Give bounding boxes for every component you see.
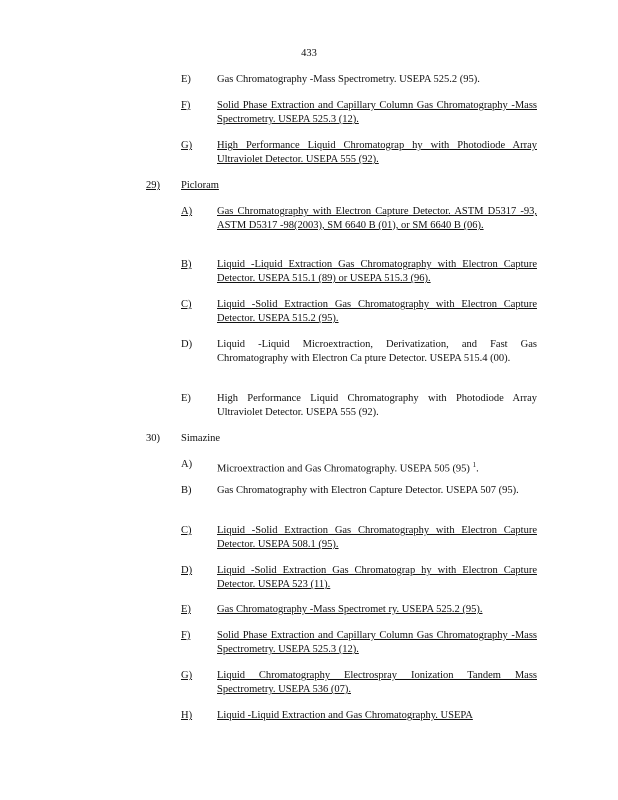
- list-item: [181, 669, 541, 697]
- list-item: [181, 629, 541, 657]
- item-letter: H): [181, 710, 193, 721]
- list-item: [181, 458, 541, 477]
- section-name: Simazine: [181, 433, 221, 444]
- item-text-body: Microextraction and Gas Chromatography. USEPA 505 (95): [217, 463, 470, 475]
- section-number: 30): [146, 433, 160, 444]
- item-text: High Performance Liquid Chromatograp hy with Photodiode Array Ultraviolet Detector. USEPA 555 (92).: [217, 140, 537, 165]
- list-item: [181, 139, 541, 167]
- item-text: Liquid -Solid Extraction Gas Chromatography with Electron Capture Detector. USEPA 515.2 (95).: [217, 299, 537, 324]
- list-item: [181, 258, 541, 286]
- item-text: Liquid -Liquid Extraction Gas Chromatography with Electron Capture Detector. USEPA 515.1 (89) or USEPA 515.3 (96).: [217, 259, 537, 284]
- footnote-marker: 1: [472, 461, 477, 469]
- item-letter: C): [181, 299, 192, 310]
- item-text: Liquid -Solid Extraction Gas Chromatography with Electron Capture Detector. USEPA 508.1 (95).: [217, 525, 537, 550]
- list-item: [181, 99, 541, 127]
- item-text: Liquid -Liquid Microextraction, Derivatization, and Fast Gas Chromatography with Electron Ca pture Detector. USEPA 515.4 (00).: [217, 339, 537, 364]
- item-letter: E): [181, 74, 191, 85]
- item-letter: D): [181, 339, 193, 350]
- item-letter: F): [181, 100, 191, 111]
- item-text: Solid Phase Extraction and Capillary Column Gas Chromatography -Mass Spectrometry. USEPA 525.3 (12).: [217, 100, 537, 125]
- item-text-tail: .: [476, 463, 479, 475]
- item-text: Gas Chromatography with Electron Capture Detector. ASTM D5317 -93, ASTM D5317 -98(2003), SM 6640 B (01), or SM 6640 B (06).: [217, 206, 537, 231]
- item-text: Liquid Chromatography Electrospray Ionization Tandem Mass Spectrometry. USEPA 536 (07).: [217, 670, 537, 695]
- list-item: [181, 603, 541, 617]
- item-text: Solid Phase Extraction and Capillary Column Gas Chromatography -Mass Spectrometry. USEPA 525.3 (12).: [217, 630, 537, 655]
- item-letter: E): [181, 393, 191, 404]
- item-text: Liquid -Solid Extraction Gas Chromatograp hy with Electron Capture Detector. USEPA 523 (11).: [217, 565, 537, 590]
- item-letter: B): [181, 485, 192, 496]
- item-letter: B): [181, 259, 192, 270]
- item-text: Liquid -Liquid Extraction and Gas Chromatography. USEPA: [217, 710, 473, 721]
- item-text: Gas Chromatography -Mass Spectrometry. USEPA 525.2 (95).: [217, 74, 480, 85]
- list-item: [181, 564, 541, 592]
- item-letter: E): [181, 604, 191, 615]
- item-letter: A): [181, 459, 193, 470]
- item-text: High Performance Liquid Chromatography with Photodiode Array Ultraviolet Detector. USEPA 555 (92).: [217, 393, 537, 418]
- list-item: [181, 205, 541, 233]
- item-letter: G): [181, 670, 193, 681]
- item-text: [217, 458, 537, 477]
- list-item: [181, 484, 541, 498]
- list-item: [181, 338, 541, 366]
- page-number: 433: [301, 48, 317, 59]
- list-item: [181, 298, 541, 326]
- section-number: 29): [146, 180, 160, 191]
- item-letter: A): [181, 206, 193, 217]
- item-letter: C): [181, 525, 192, 536]
- item-text: Gas Chromatography -Mass Spectromet ry. USEPA 525.2 (95).: [217, 604, 483, 615]
- item-letter: D): [181, 565, 193, 576]
- section-name: Picloram: [181, 180, 219, 191]
- item-letter: G): [181, 140, 193, 151]
- list-item: [181, 709, 541, 723]
- list-item: [181, 524, 541, 552]
- item-text: Gas Chromatography with Electron Capture Detector. USEPA 507 (95).: [217, 485, 519, 496]
- list-item: [181, 73, 541, 87]
- item-letter: F): [181, 630, 191, 641]
- list-item: [181, 392, 541, 420]
